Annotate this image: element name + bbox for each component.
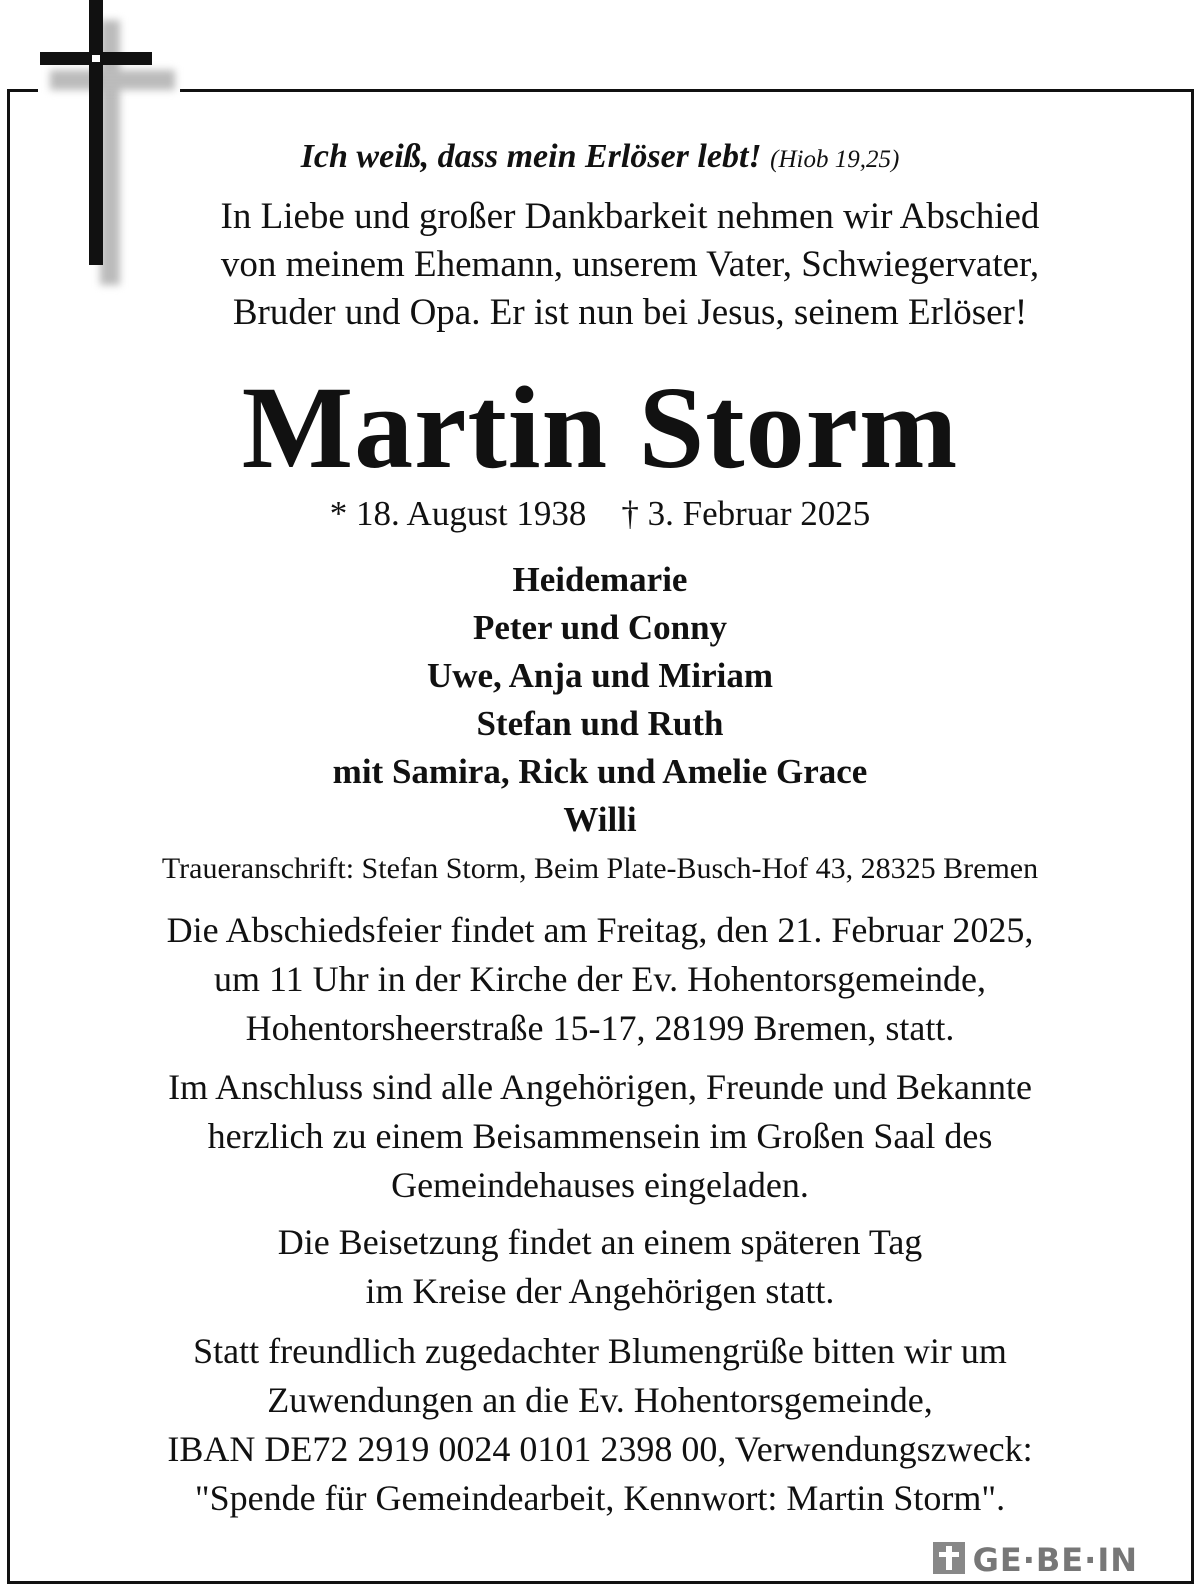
mourning-address: Traueranschrift: Stefan Storm, Beim Plate-Busch-Hof 43, 28325 Bremen xyxy=(161,852,1039,885)
gebein-logo xyxy=(933,1541,1138,1579)
logo-text: GE·BE·IN xyxy=(972,1541,1138,1579)
death-date: † 3. Februar 2025 xyxy=(621,494,871,533)
gebein-logo-icon xyxy=(933,1542,965,1574)
family-line: Peter und Conny xyxy=(472,608,728,647)
family-line: Stefan und Ruth xyxy=(476,704,724,743)
gathering-line: herzlich zu einem Beisammensein im Großen Saal des xyxy=(207,1116,993,1156)
family-line: Heidemarie xyxy=(512,560,688,599)
intro-line: von meinem Ehemann, unserem Vater, Schwiegervater, xyxy=(220,244,1040,285)
burial-line: im Kreise der Angehörigen statt. xyxy=(365,1271,835,1311)
burial-line: Die Beisetzung findet an einem späteren Tag xyxy=(277,1222,923,1262)
ceremony-paragraph xyxy=(0,906,1200,1053)
intro-line: In Liebe und großer Dankbarkeit nehmen wir Abschied xyxy=(220,196,1040,237)
donation-line: Statt freundlich zugedachter Blumengrüße bitten wir um xyxy=(193,1331,1007,1371)
intro-line: Bruder und Opa. Er ist nun bei Jesus, seinem Erlöser! xyxy=(232,292,1028,333)
ceremony-line: um 11 Uhr in der Kirche der Ev. Hohentorsgemeinde, xyxy=(213,959,987,999)
gathering-line: Gemeindehauses eingeladen. xyxy=(391,1165,809,1205)
donation-line: "Spende für Gemeindearbeit, Kennwort: Martin Storm". xyxy=(194,1478,1006,1518)
motto-text: Ich weiß, dass mein Erlöser lebt! xyxy=(300,138,762,175)
family-list xyxy=(0,556,1200,844)
deceased-name: Martin Storm xyxy=(241,362,959,493)
burial-paragraph xyxy=(0,1218,1200,1316)
birth-date: * 18. August 1938 xyxy=(329,494,587,533)
gathering-line: Im Anschluss sind alle Angehörigen, Freunde und Bekannte xyxy=(168,1067,1032,1107)
frame-top-left xyxy=(7,89,38,92)
motto xyxy=(0,138,1200,176)
donation-line: IBAN DE72 2919 0024 0101 2398 00, Verwendungszweck: xyxy=(167,1429,1033,1469)
donation-line: Zuwendungen an die Ev. Hohentorsgemeinde, xyxy=(267,1380,933,1420)
frame-top-right xyxy=(180,89,1191,92)
ceremony-line: Hohentorsheerstraße 15-17, 28199 Bremen, statt. xyxy=(245,1008,955,1048)
family-line: Uwe, Anja und Miriam xyxy=(426,656,774,695)
family-line: mit Samira, Rick und Amelie Grace xyxy=(332,752,868,791)
donation-paragraph xyxy=(0,1327,1200,1523)
motto-reference: (Hiob 19,25) xyxy=(770,146,900,173)
ceremony-line: Die Abschiedsfeier findet am Freitag, den 21. Februar 2025, xyxy=(166,910,1034,950)
family-line: Willi xyxy=(563,800,637,839)
intro-text xyxy=(0,193,1200,337)
life-dates xyxy=(0,494,1200,534)
gathering-paragraph xyxy=(0,1063,1200,1210)
